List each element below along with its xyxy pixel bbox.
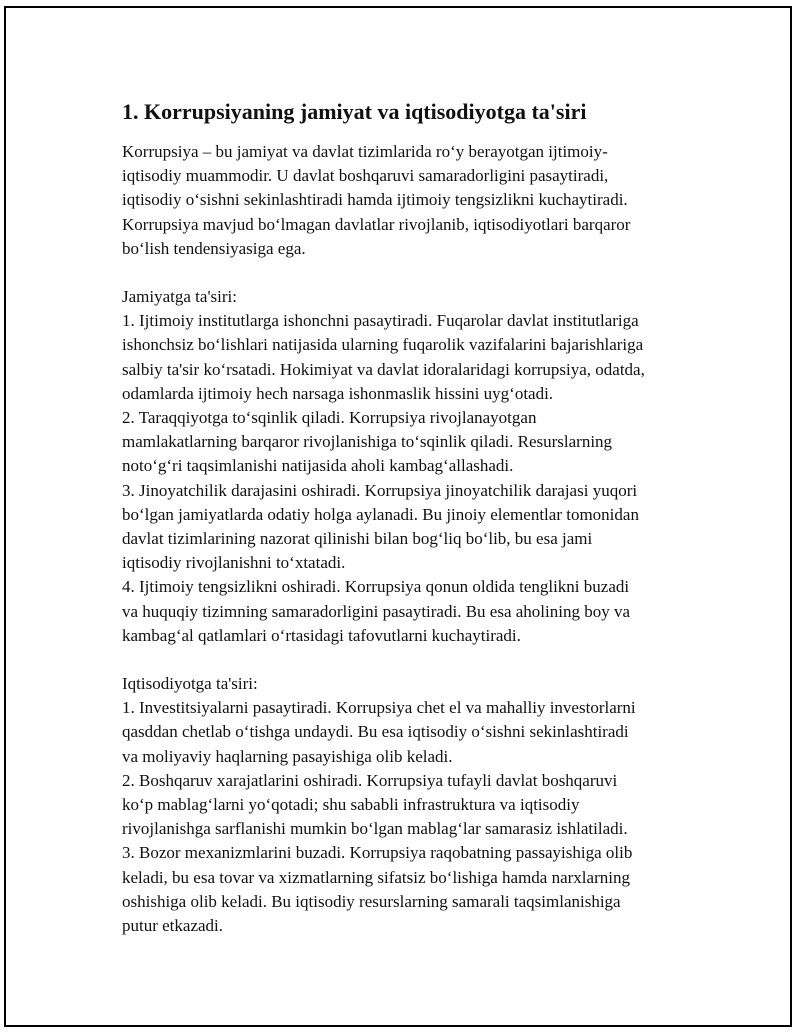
intro-line: bo‘lish tendensiyasiga ega. — [122, 238, 306, 258]
economy-line: 3. Bozor mexanizmlarini buzadi. Korrupsiya raqobatning passayishiga olib — [122, 843, 633, 863]
society-line: salbiy ta'sir ko‘rsatadi. Hokimiyat va davlat idoralaridagi korrupsiya, odatda, — [122, 359, 645, 379]
intro-line: iqtisodiy muammodir. U davlat boshqaruvi samaradorligini pasaytiradi, — [122, 166, 609, 186]
society-line: ishonchsiz bo‘lishlari natijasida ularning fuqarolik vazifalarini bajarishlariga — [122, 335, 644, 355]
society-line: 3. Jinoyatchilik darajasini oshiradi. Korrupsiya jinoyatchilik darajasi yuqori — [122, 480, 638, 500]
economy-line: 1. Investitsiyalarni pasaytiradi. Korrupsiya chet el va mahalliy investorlarni — [122, 698, 636, 718]
economy-heading: Iqtisodiyotga ta'siri: — [122, 674, 258, 694]
economy-section — [122, 672, 702, 938]
society-section — [122, 285, 702, 648]
section-spacer — [122, 261, 702, 285]
section-spacer — [122, 648, 702, 672]
economy-line: 2. Boshqaruv xarajatlarini oshiradi. Korrupsiya tufayli davlat boshqaruvi — [122, 770, 618, 790]
society-line: 1. Ijtimoiy institutlarga ishonchni pasaytiradi. Fuqarolar davlat institutlariga — [122, 311, 639, 331]
economy-line: rivojlanishga sarflanishi mumkin bo‘lgan mablag‘lar samarasiz ishlatiladi. — [122, 819, 628, 839]
intro-line: Korrupsiya – bu jamiyat va davlat tizimlarida ro‘y berayotgan ijtimoiy- — [122, 142, 608, 161]
economy-line: ko‘p mablag‘larni yo‘qotadi; shu sababli infrastruktura va iqtisodiy — [122, 795, 580, 815]
society-line: 4. Ijtimoiy tengsizlikni oshiradi. Korrupsiya qonun oldida tenglikni buzadi — [122, 577, 630, 597]
intro-line: iqtisodiy o‘sishni sekinlashtiradi hamda ijtimoiy tengsizlikni kuchaytiradi. — [122, 190, 628, 210]
intro-line: Korrupsiya mavjud bo‘lmagan davlatlar rivojlanib, iqtisodiyotlari barqaror — [122, 214, 631, 234]
document-page — [4, 6, 792, 1027]
economy-line: qasddan chetlab o‘tishga undaydi. Bu esa iqtisodiy o‘sishni sekinlashtiradi — [122, 722, 629, 742]
economy-line: keladi, bu esa tovar va xizmatlarning sifatsiz bo‘lishiga hamda narxlarning — [122, 867, 630, 887]
society-line: iqtisodiy rivojlanishni to‘xtatadi. — [122, 553, 346, 573]
society-line: 2. Taraqqiyotga to‘sqinlik qiladi. Korrupsiya rivojlanayotgan — [122, 408, 537, 428]
economy-line: va moliyaviy haqlarning pasayishiga olib keladi. — [122, 746, 453, 766]
society-line: va huquqiy tizimning samaradorligini pasaytiradi. Bu esa aholining boy va — [122, 601, 631, 621]
society-line: noto‘g‘ri taqsimlanishi natijasida aholi kambag‘allashadi. — [122, 456, 514, 476]
society-line: mamlakatlarning barqaror rivojlanishiga to‘sqinlik qiladi. Resurslarning — [122, 432, 613, 452]
society-line: odamlarda ijtimoiy hech narsaga ishonmaslik hissini uyg‘otadi. — [122, 383, 554, 403]
intro-paragraph — [122, 140, 702, 261]
society-heading: Jamiyatga ta'siri: — [122, 287, 237, 307]
society-line: kambag‘al qatlamlari o‘rtasidagi tafovutlarni kuchaytiradi. — [122, 625, 521, 645]
society-line: bo‘lgan jamiyatlarda odatiy holga aylanadi. Bu jinoiy elementlar tomonidan — [122, 504, 639, 524]
document-title: 1. Korrupsiyaning jamiyat va iqtisodiyotga ta'siri — [122, 99, 587, 124]
economy-line: oshishiga olib keladi. Bu iqtisodiy resurslarning samarali taqsimlanishiga — [122, 891, 621, 911]
document-content — [122, 98, 702, 938]
economy-line: putur etkazadi. — [122, 916, 224, 936]
society-line: davlat tizimlarining nazorat qilinishi bilan bog‘liq bo‘lib, bu esa jami — [122, 529, 593, 549]
